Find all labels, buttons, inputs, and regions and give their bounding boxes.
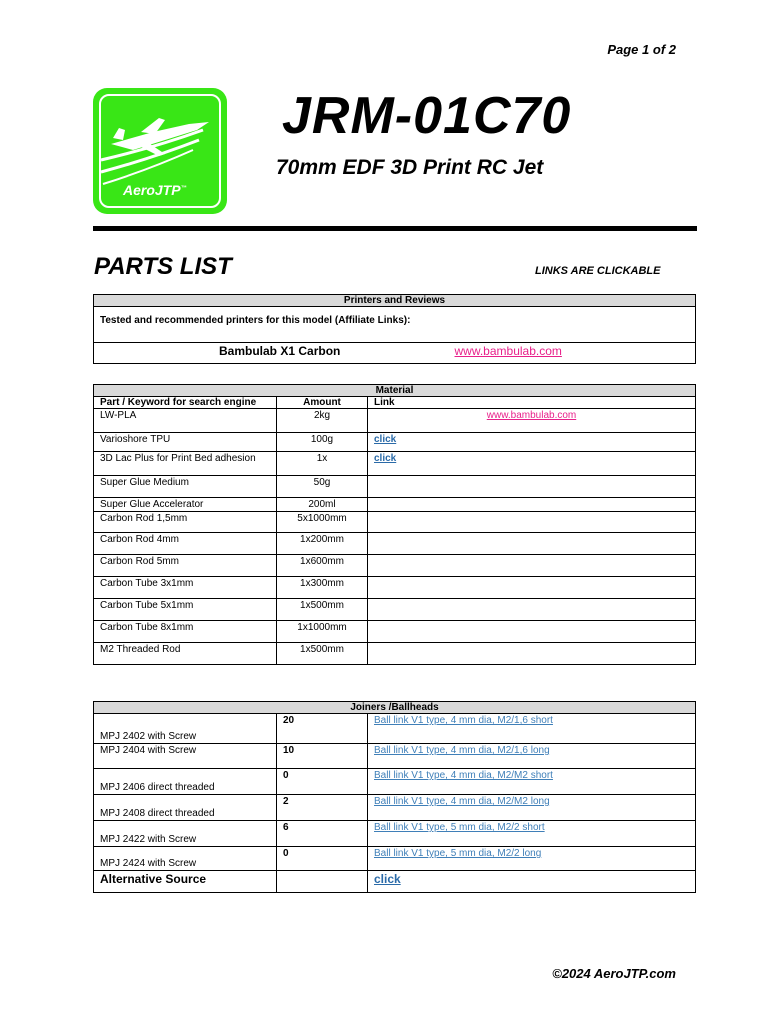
copyright-footer: ©2024 AeroJTP.com <box>552 966 676 981</box>
part-link <box>368 476 696 498</box>
table-row <box>94 714 696 744</box>
table-row <box>94 744 696 769</box>
part-amount: 100g <box>277 433 368 452</box>
part-name: Carbon Rod 4mm <box>94 533 277 555</box>
part-name: Carbon Rod 1,5mm <box>94 512 277 533</box>
table-row <box>94 577 696 599</box>
table-row <box>94 409 696 433</box>
part-amount: 50g <box>277 476 368 498</box>
part-name: LW-PLA <box>94 409 277 433</box>
table-row <box>94 433 696 452</box>
part-name: Super Glue Accelerator <box>94 498 277 512</box>
table-row <box>94 643 696 665</box>
joiner-link[interactable]: Ball link V1 type, 5 mm dia, M2/2 short <box>374 822 545 833</box>
alt-source-label: Alternative Source <box>94 871 277 893</box>
part-name: Carbon Tube 5x1mm <box>94 599 277 621</box>
col-amount: Amount <box>277 397 368 409</box>
part-name: Super Glue Medium <box>94 476 277 498</box>
part-name: Carbon Rod 5mm <box>94 555 277 577</box>
aerojtp-logo <box>93 88 227 214</box>
model-subtitle: 70mm EDF 3D Print RC Jet <box>276 156 544 179</box>
table-row <box>94 821 696 847</box>
printers-table <box>93 294 696 364</box>
part-link <box>368 577 696 599</box>
page-label: Page <box>607 42 643 57</box>
part-name: Carbon Tube 8x1mm <box>94 621 277 643</box>
table-row <box>94 452 696 476</box>
part-link[interactable]: click <box>374 434 397 445</box>
table-row <box>94 599 696 621</box>
joiner-name: MPJ 2424 with Screw <box>94 847 277 871</box>
joiner-link[interactable]: Ball link V1 type, 4 mm dia, M2/1,6 long <box>374 745 550 756</box>
part-link <box>368 599 696 621</box>
material-table <box>93 384 696 665</box>
part-amount: 5x1000mm <box>277 512 368 533</box>
joiner-amount: 6 <box>277 821 368 847</box>
part-amount: 1x500mm <box>277 599 368 621</box>
table-row <box>94 795 696 821</box>
part-link <box>368 555 696 577</box>
joiner-name: MPJ 2408 direct threaded <box>94 795 277 821</box>
part-amount: 1x1000mm <box>277 621 368 643</box>
part-link <box>368 498 696 512</box>
links-note: LINKS ARE CLICKABLE <box>535 265 661 277</box>
page-number <box>607 42 676 57</box>
part-name: Varioshore TPU <box>94 433 277 452</box>
joiner-link[interactable]: Ball link V1 type, 5 mm dia, M2/2 long <box>374 848 542 859</box>
joiner-link[interactable]: Ball link V1 type, 4 mm dia, M2/M2 short <box>374 770 553 781</box>
logo-tm: ™ <box>180 185 187 192</box>
part-link <box>368 512 696 533</box>
part-amount: 1x600mm <box>277 555 368 577</box>
table-row <box>94 476 696 498</box>
joiner-amount: 2 <box>277 795 368 821</box>
joiner-name: MPJ 2404 with Screw <box>94 744 277 769</box>
printers-header: Printers and Reviews <box>94 295 696 307</box>
part-amount: 1x300mm <box>277 577 368 599</box>
joiners-table <box>93 701 696 893</box>
page-total: 2 <box>668 42 676 57</box>
material-header: Material <box>94 385 696 397</box>
joiners-header: Joiners /Ballheads <box>94 702 696 714</box>
col-part: Part / Keyword for search engine <box>94 397 277 409</box>
part-name: Carbon Tube 3x1mm <box>94 577 277 599</box>
joiner-name: MPJ 2422 with Screw <box>94 821 277 847</box>
page-current: 1 <box>642 42 650 57</box>
alt-source-link[interactable]: click <box>374 872 401 886</box>
model-title: JRM-01C70 <box>282 87 572 145</box>
part-amount: 1x500mm <box>277 643 368 665</box>
joiner-name: MPJ 2406 direct threaded <box>94 769 277 795</box>
page-of: of <box>649 42 669 57</box>
part-link <box>368 621 696 643</box>
printers-note: Tested and recommended printers for this model (Affiliate Links): <box>94 307 696 343</box>
part-name: M2 Threaded Rod <box>94 643 277 665</box>
joiner-link[interactable]: Ball link V1 type, 4 mm dia, M2/1,6 short <box>374 715 553 726</box>
part-link[interactable]: click <box>374 453 397 464</box>
printer-link[interactable]: www.bambulab.com <box>454 344 562 358</box>
printer-name: Bambulab X1 Carbon <box>94 343 395 364</box>
part-link <box>368 643 696 665</box>
logo-text: AeroJTP <box>123 182 181 198</box>
table-row <box>94 555 696 577</box>
part-amount: 2kg <box>277 409 368 433</box>
joiner-amount: 20 <box>277 714 368 744</box>
table-row <box>94 769 696 795</box>
table-row <box>94 621 696 643</box>
table-row <box>94 871 696 893</box>
header-divider <box>93 226 697 231</box>
part-link <box>368 533 696 555</box>
joiner-amount: 0 <box>277 769 368 795</box>
parts-list-heading: PARTS LIST <box>94 253 232 280</box>
part-amount: 1x <box>277 452 368 476</box>
table-row <box>94 847 696 871</box>
joiner-link[interactable]: Ball link V1 type, 4 mm dia, M2/M2 long <box>374 796 550 807</box>
table-row <box>94 512 696 533</box>
part-amount: 1x200mm <box>277 533 368 555</box>
joiner-name: MPJ 2402 with Screw <box>94 714 277 744</box>
part-link[interactable]: www.bambulab.com <box>486 410 577 421</box>
joiner-amount: 0 <box>277 847 368 871</box>
joiner-amount: 10 <box>277 744 368 769</box>
col-link: Link <box>368 397 696 409</box>
table-row <box>94 498 696 512</box>
part-name: 3D Lac Plus for Print Bed adhesion <box>94 452 277 476</box>
part-amount: 200ml <box>277 498 368 512</box>
table-row <box>94 533 696 555</box>
